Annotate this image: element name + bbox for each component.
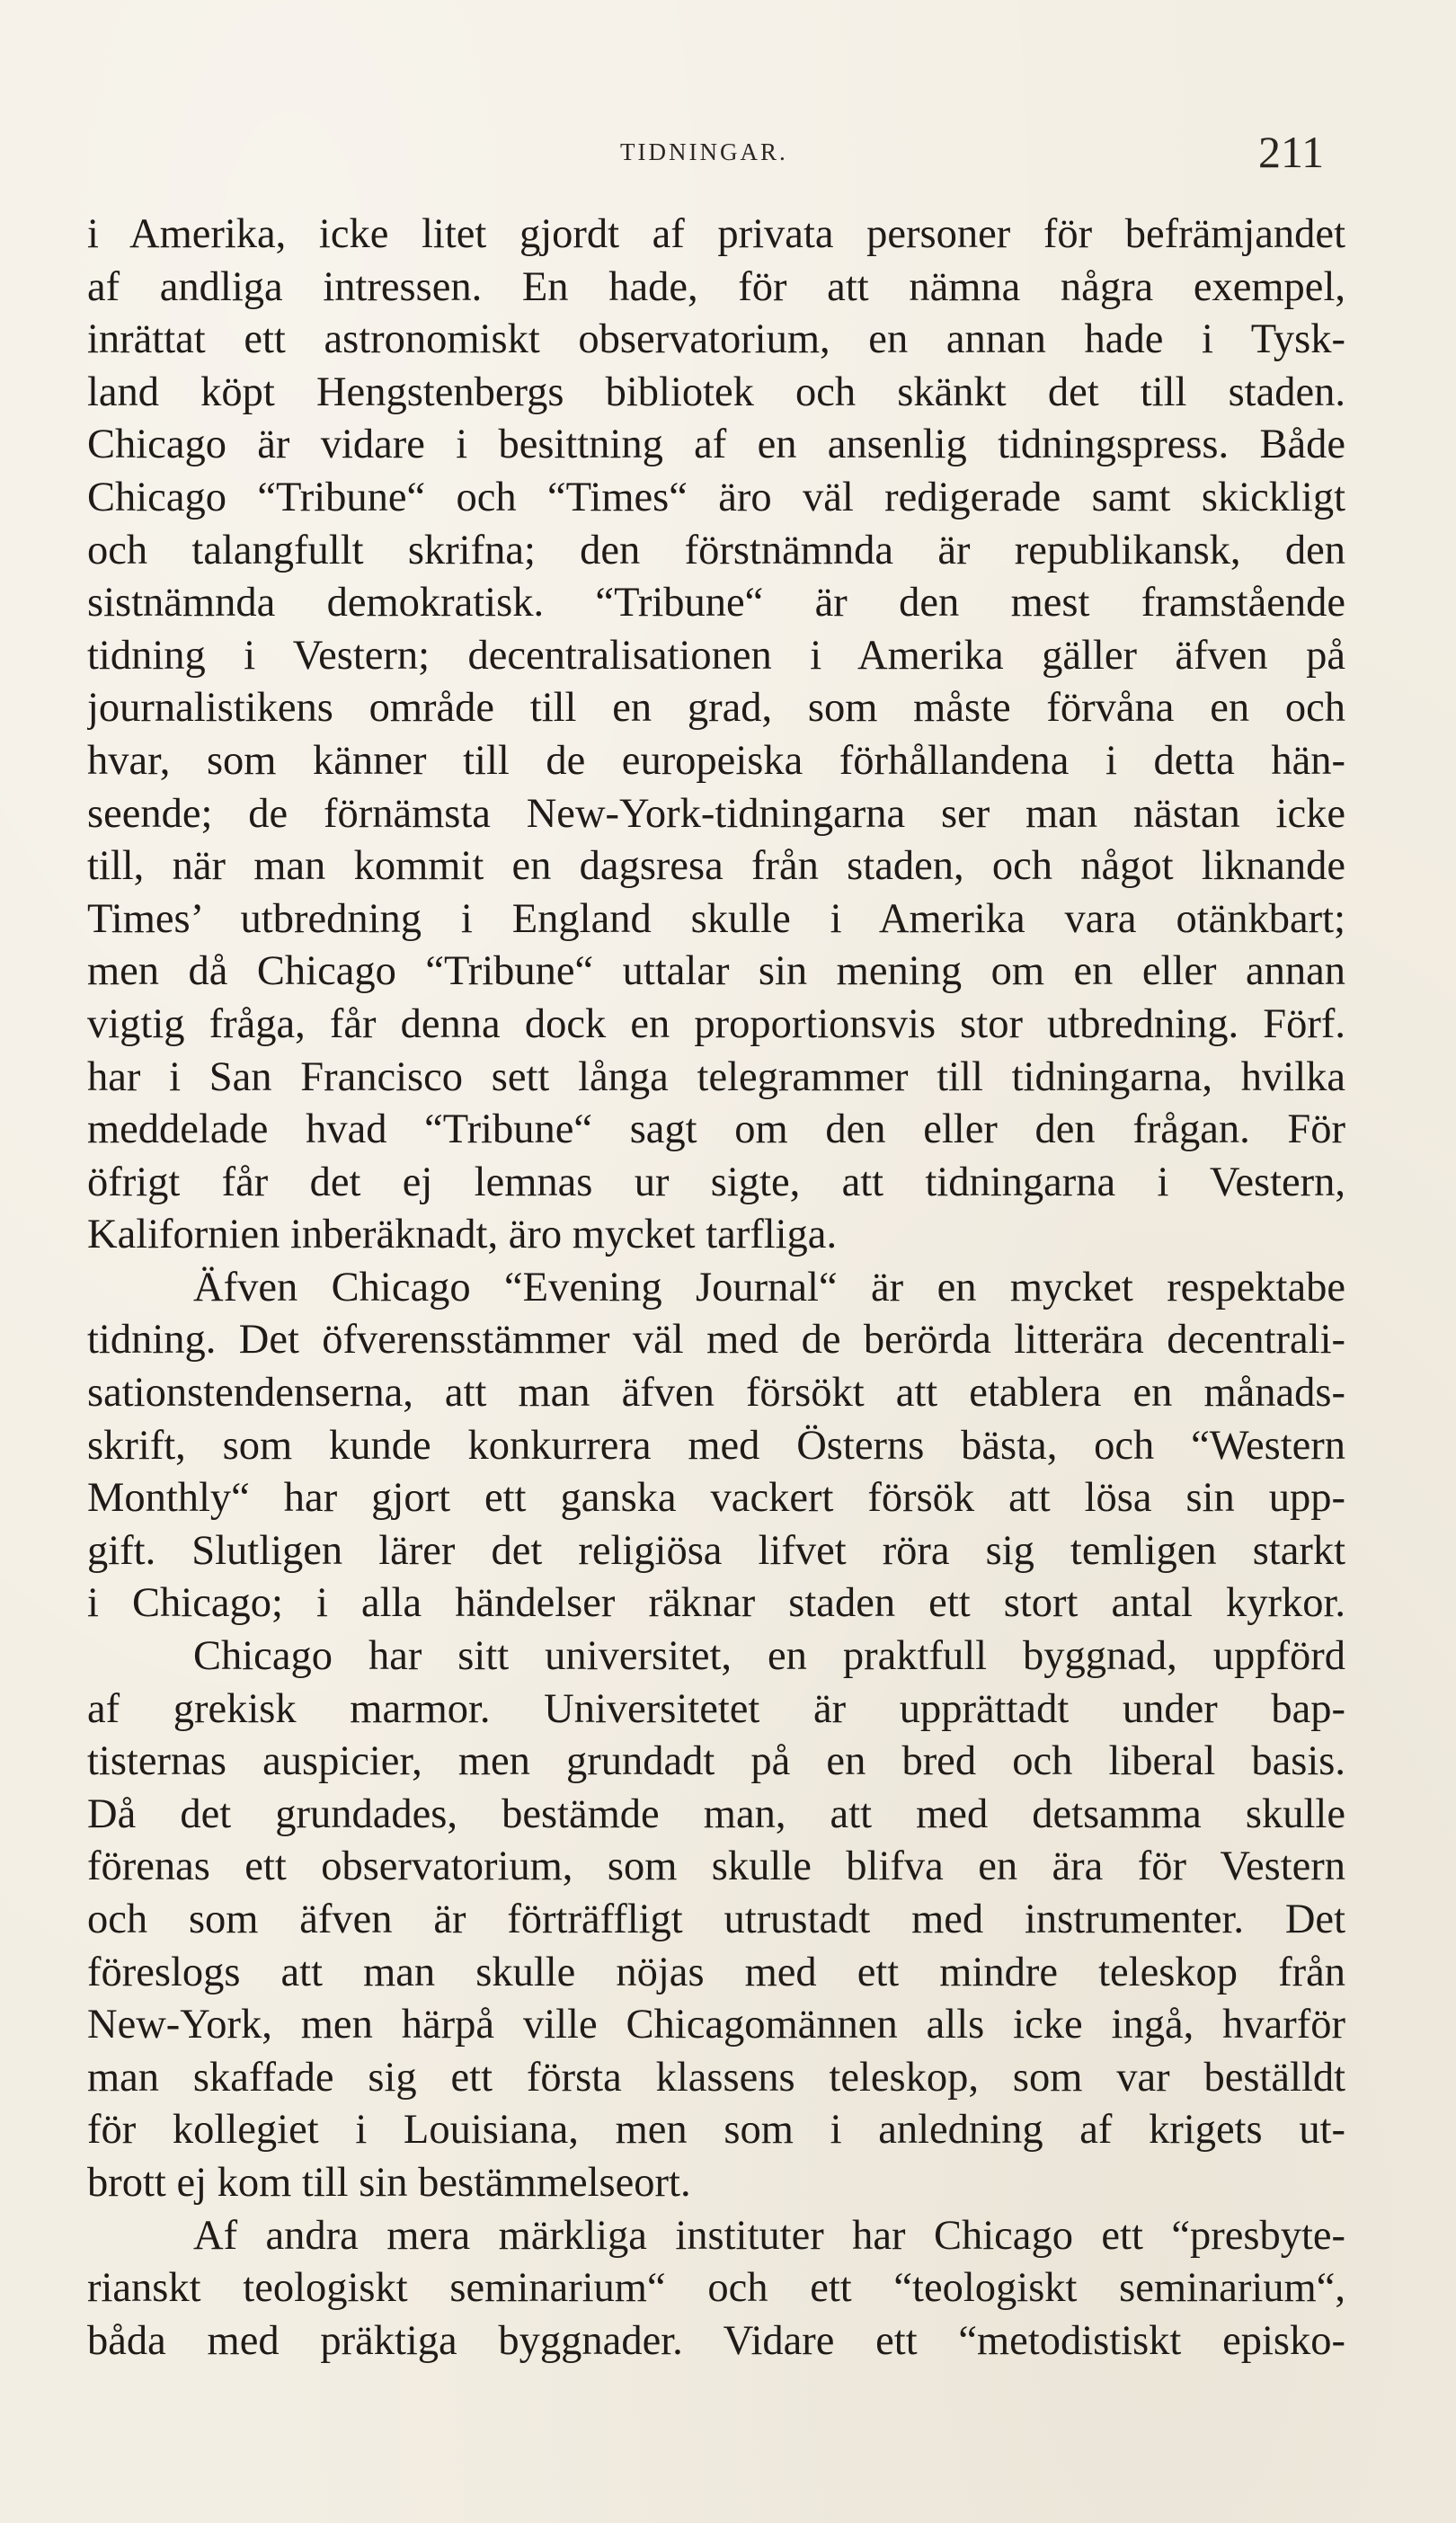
text-line-paragraph-end: Kalifornien inberäknadt, äro mycket tarfliga. bbox=[87, 1212, 838, 1258]
text-line: i Amerika, icke litet gjordt af privata personer för befrämjandet bbox=[87, 211, 1345, 257]
text-line: men då Chicago “Tribune“ uttalar sin mening om en eller annan bbox=[87, 948, 1345, 995]
text-line: inrättat ett astronomiskt observatorium, en annan hade i Tysk- bbox=[87, 316, 1345, 363]
text-line: Då det grundades, bestämde man, att med detsamma skulle bbox=[87, 1790, 1345, 1837]
text-line-paragraph-start: Af andra mera märkliga instituter har Chicago ett “presbyte- bbox=[193, 2212, 1345, 2259]
running-title: TIDNINGAR. bbox=[620, 138, 788, 165]
text-line: seende; de förnämsta New-York-tidningarna ser man nästan icke bbox=[87, 790, 1345, 837]
text-line: sistnämnda demokratisk. “Tribune“ är den mest framstående bbox=[87, 580, 1345, 626]
text-line: New-York, men härpå ville Chicagomännen alls icke ingå, hvarför bbox=[87, 2002, 1345, 2048]
text-line-paragraph-end: brott ej kom till sin bestämmelseort. bbox=[87, 2159, 691, 2206]
text-line: för kollegiet i Louisiana, men som i anledning af krigets ut- bbox=[87, 2107, 1345, 2154]
body-text bbox=[87, 209, 1345, 2368]
text-line: skrift, som kunde konkurrera med Österns bästa, och “Western bbox=[87, 1422, 1345, 1469]
text-line: sationstendenserna, att man äfven försökt att etablera en månads- bbox=[87, 1370, 1345, 1417]
text-line: tidning. Det öfverensstämmer väl med de berörda litterära decentrali- bbox=[87, 1317, 1345, 1364]
text-line: Times’ utbredning i England skulle i Amerika vara otänkbart; bbox=[87, 895, 1345, 942]
text-line: hvar, som känner till de europeiska förhållandena i detta hän- bbox=[87, 737, 1345, 784]
text-line: tidning i Vestern; decentralisationen i Amerika gäller äfven på bbox=[87, 632, 1345, 679]
text-line-paragraph-start: Chicago har sitt universitet, en praktfull byggnad, uppförd bbox=[193, 1633, 1345, 1680]
text-line: har i San Francisco sett långa telegrammer till tidningarna, hvilka bbox=[87, 1053, 1345, 1100]
text-line-paragraph-start: Äfven Chicago “Evening Journal“ är en mycket respektabe bbox=[193, 1264, 1345, 1310]
text-line: förenas ett observatorium, som skulle blifva en ära för Vestern bbox=[87, 1843, 1345, 1890]
text-line: föreslogs att man skulle nöjas med ett mindre teleskop från bbox=[87, 1949, 1345, 1995]
text-line: och talangfullt skrifna; den förstnämnda är republikansk, den bbox=[87, 527, 1345, 573]
text-line: Monthly“ har gjort ett ganska vackert försök att lösa sin upp- bbox=[87, 1475, 1345, 1522]
text-line: land köpt Hengstenbergs bibliotek och skänkt det till staden. bbox=[87, 369, 1345, 415]
text-line: vigtig fråga, får denna dock en proportionsvis stor utbredning. Förf. bbox=[87, 1000, 1345, 1047]
text-line: öfrigt får det ej lemnas ur sigte, att tidningarna i Vestern, bbox=[87, 1159, 1345, 1205]
text-line: och som äfven är förträffligt utrustadt med instrumenter. Det bbox=[87, 1897, 1345, 1942]
text-line: af andliga intressen. En hade, för att nämna några exempel, bbox=[87, 263, 1345, 310]
text-line: man skaffade sig ett första klassens teleskop, som var beställdt bbox=[87, 2054, 1345, 2101]
text-line: journalistikens område till en grad, som måste förvåna en och bbox=[87, 685, 1345, 732]
text-line: till, när man kommit en dagsresa från staden, och något liknande bbox=[87, 843, 1345, 890]
text-line: Chicago “Tribune“ och “Times“ äro väl redigerade samt skickligt bbox=[87, 474, 1345, 520]
running-header bbox=[0, 126, 1456, 180]
text-line: Chicago är vidare i besittning af en ansenlig tidningspress. Både bbox=[87, 422, 1345, 468]
text-line: rianskt teologiskt seminarium“ och ett “teologiskt seminarium“, bbox=[87, 2265, 1345, 2312]
text-line: meddelade hvad “Tribune“ sagt om den eller den frågan. För bbox=[87, 1106, 1345, 1153]
text-line: båda med präktiga byggnader. Vidare ett “metodistiskt episko- bbox=[87, 2317, 1345, 2364]
text-line: gift. Slutligen lärer det religiösa lifvet röra sig temligen starkt bbox=[87, 1527, 1345, 1574]
text-line: af grekisk marmor. Universitetet är upprättadt under bap- bbox=[87, 1685, 1345, 1732]
text-line: tisternas auspicier, men grundadt på en bred och liberal basis. bbox=[87, 1738, 1345, 1785]
page-number: 211 bbox=[1258, 127, 1325, 177]
text-line: i Chicago; i alla händelser räknar staden ett stort antal kyrkor. bbox=[87, 1580, 1345, 1627]
